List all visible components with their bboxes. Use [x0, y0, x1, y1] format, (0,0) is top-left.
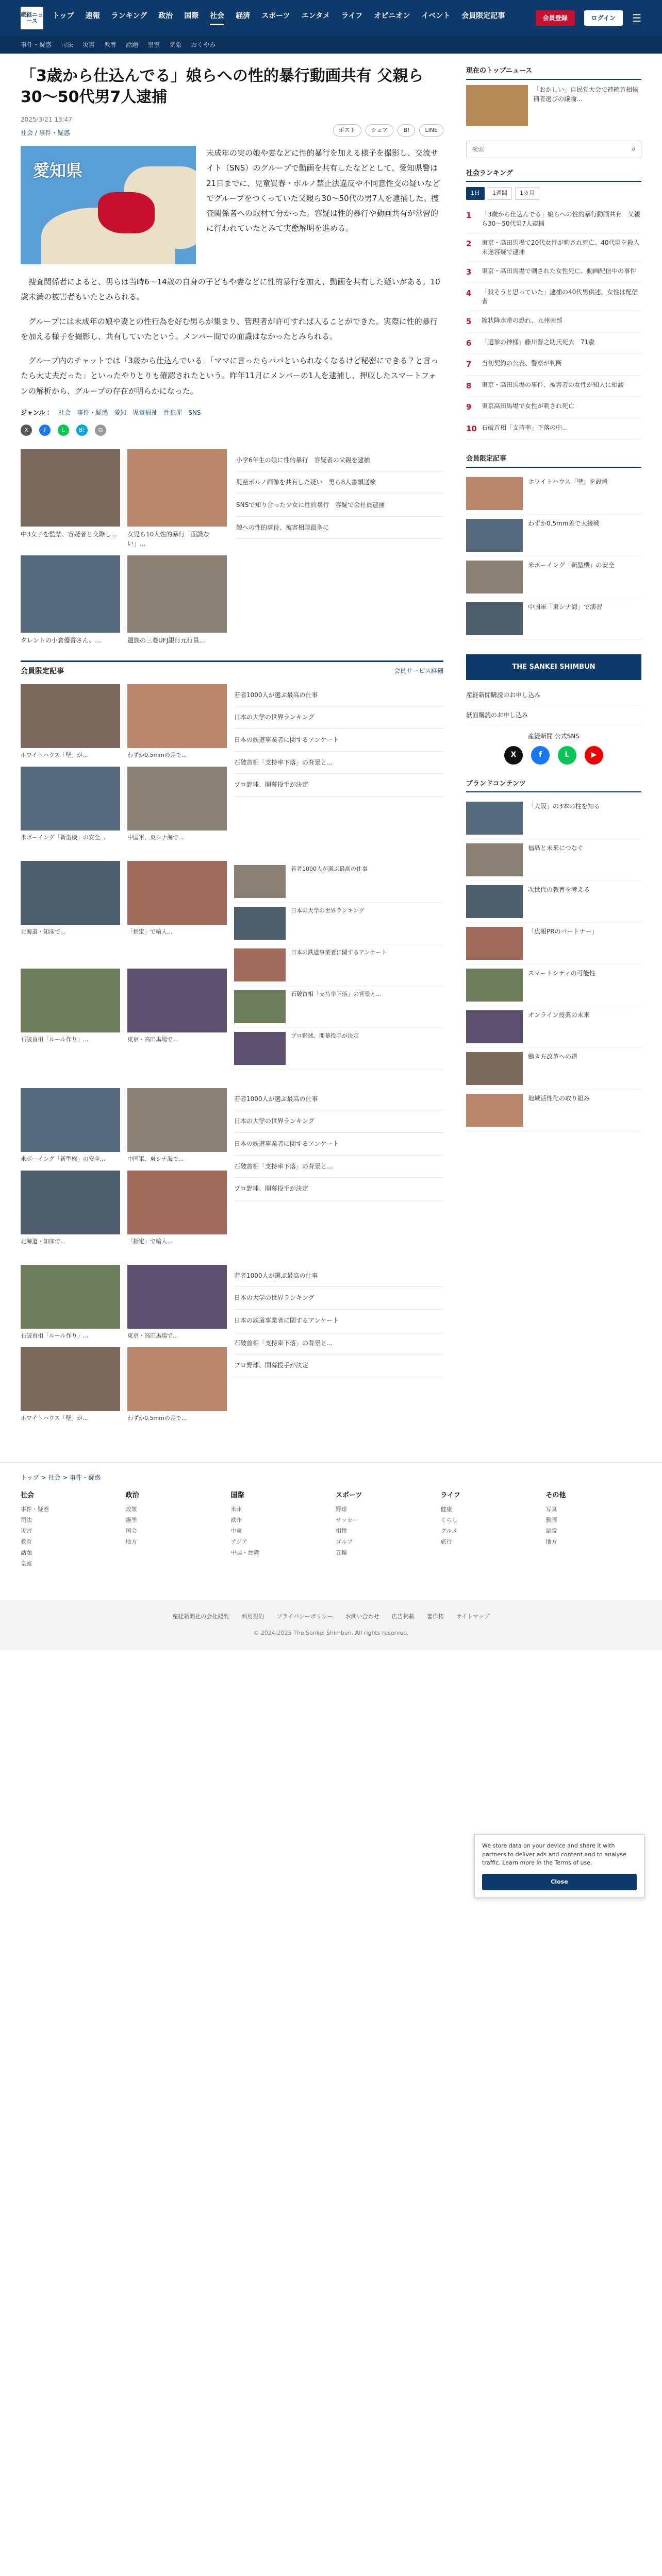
brand-caption: 次世代の教育を考える [528, 886, 590, 893]
footer-link[interactable]: 相撲 [336, 1528, 347, 1535]
topnews-title: 現在のトップニュース [466, 66, 641, 80]
footer-bottom-link[interactable]: 利用規約 [241, 1613, 264, 1620]
recommend-caption: 中国軍、東シナ海で... [127, 1155, 184, 1162]
side-member-caption: わずか0.5mm差で大接戦 [528, 519, 600, 527]
x-icon[interactable]: X [504, 746, 523, 765]
recommend-row-caption: プロ野球、開幕投手が決定 [291, 1032, 359, 1039]
share-row [21, 124, 443, 137]
footer-link[interactable]: 健康 [440, 1506, 452, 1513]
article-lead: 未成年の実の娘や妻などに性的暴行を加える様子を撮影し、交流サイト（SNS）のグループで動画を共有したなどとして、愛知県警は21日までに、児童買春・ポルノ禁止法違反や不同意性交の疑いなどでグループをつくっていた父親ら30〜50代の男7人を逮捕した。捜査関係者への取材で分かった。容疑は性的暴行や動画共有が常習的に行われていたとみて実態解明を進める。 [206, 148, 440, 233]
recommend-row[interactable] [234, 1028, 443, 1070]
recommend-row[interactable] [234, 986, 443, 1028]
register-button[interactable]: 会員登録 [536, 10, 575, 26]
side-member-caption: 米ボーイング「新型機」の安全 [528, 561, 615, 569]
subnav-item[interactable]: 皇室 [147, 41, 160, 48]
share-button[interactable]: B! [398, 124, 415, 137]
nav-item[interactable]: スポーツ [261, 12, 290, 20]
footer-link[interactable]: 国会 [125, 1528, 137, 1535]
footer-link[interactable]: 地方 [125, 1538, 137, 1545]
recommend-thumb [127, 861, 227, 925]
recommend-list-item[interactable]: 若者1000人が選ぶ最高の仕事 [234, 1088, 443, 1111]
article-paragraph: グループ内のチャットでは「3歳から仕込んでいる」「ママに言ったらパパといられなくなるけど秘密にできる？と言ったら大丈夫だった」といったやりとりも確認されたという。昨年11月にメンバーの1人を逮捕し、押収したスマートフォンの解析から、グループの存在が明らかになった。 [21, 356, 439, 396]
recommend-card[interactable] [127, 969, 227, 1070]
footer-link[interactable]: サッカー [336, 1517, 358, 1524]
ranking-item[interactable] [466, 376, 641, 397]
brand-item[interactable] [466, 964, 641, 1006]
related-thumb [127, 555, 227, 633]
recommend-caption: わずか0.5mmの差で... [127, 1415, 187, 1422]
global-nav [53, 11, 526, 25]
map-highlight-prefecture [98, 192, 155, 233]
footer-link[interactable]: 皇室 [21, 1560, 32, 1567]
nav-item[interactable]: 経済 [236, 12, 251, 20]
search-box [466, 141, 641, 158]
genre-tag[interactable]: 社会 [58, 409, 71, 416]
footer-link[interactable]: 五輪 [336, 1549, 347, 1556]
brand-item[interactable] [466, 1048, 641, 1090]
map-figure [21, 146, 196, 264]
recommend-row[interactable] [234, 944, 443, 986]
recommend-list-item[interactable]: 日本の大学の世界ランキング [234, 706, 443, 729]
side-link[interactable]: 紙面購読のお申し込み [466, 705, 641, 725]
footer-link[interactable]: 野球 [336, 1506, 347, 1513]
brand-caption: 「大阪」の3本の柱を知る [528, 803, 600, 810]
follow-icons [466, 746, 641, 765]
footer-column-title[interactable]: 政治 [125, 1491, 139, 1499]
recommend-row-caption: 日本の大学の世界ランキング [291, 907, 365, 914]
recommend-more-link[interactable]: 会員サービス詳細 [393, 667, 443, 674]
ranking-item[interactable] [466, 397, 641, 418]
recommend-row-caption: 日本の鉄道事業者に関するアンケート [291, 948, 387, 956]
brand-caption: 「広報PRのパートナー」 [528, 928, 598, 935]
recommend-card[interactable] [21, 1265, 120, 1341]
cookie-banner [474, 1834, 644, 1898]
recommend-list-item[interactable]: プロ野球、開幕投手が決定 [234, 1178, 443, 1200]
footer-link[interactable]: くらし [440, 1517, 458, 1524]
brand-item[interactable] [466, 881, 641, 923]
related-card[interactable] [127, 449, 227, 548]
share-button[interactable]: LINE [419, 124, 443, 137]
related-caption: 女児ら10人性的暴行「面識ない」... [127, 530, 210, 547]
side-member-caption: ホワイトハウス「壁」を設置 [528, 478, 608, 485]
recommend-list-item[interactable]: 日本の鉄道事業者に関するアンケート [234, 729, 443, 752]
recommend-caption: ホワイトハウス「壁」が... [21, 751, 88, 758]
related-list-item[interactable]: 娘への性的虐待、被害相談最多に [236, 517, 443, 539]
brand-thumb [466, 885, 523, 918]
subnav-item[interactable]: 教育 [104, 41, 117, 48]
x-icon[interactable]: X [21, 425, 32, 436]
brand-item[interactable] [466, 839, 641, 881]
topnews-thumb [466, 85, 528, 126]
recommend-section [21, 660, 443, 1423]
recommend-card[interactable] [21, 1088, 120, 1164]
recommend-caption: 中国軍、東シナ海で... [127, 834, 184, 841]
footer-link[interactable]: 選挙 [125, 1517, 137, 1524]
recommend-thumb [127, 1347, 227, 1411]
footer-bottom-link[interactable]: お問い合わせ [345, 1613, 379, 1620]
ranking-item[interactable] [466, 354, 641, 376]
recommend-row-thumb [234, 948, 286, 981]
genre-label: ジャンル： [21, 409, 52, 416]
ranking-tab[interactable]: 1カ月 [515, 187, 539, 200]
brand-thumb [466, 1094, 523, 1127]
recommend-thumb [127, 1171, 227, 1234]
ranking-item[interactable] [466, 262, 641, 283]
recommend-row-caption: 若者1000人が選ぶ最高の仕事 [291, 865, 368, 872]
hatena-icon[interactable]: B! [76, 425, 88, 436]
related-caption: タレントの小倉優香さん、... [21, 636, 101, 644]
ranking-number: 2 [466, 239, 472, 248]
recommend-thumb [127, 969, 227, 1032]
recommend-title: 会員限定記事 [21, 667, 64, 675]
footer-link[interactable]: 災害 [21, 1528, 32, 1535]
ranking-item[interactable] [466, 233, 641, 262]
line-icon[interactable]: L [58, 425, 69, 436]
ranking-number: 7 [466, 360, 472, 369]
footer-link[interactable]: アジア [230, 1538, 247, 1545]
recommend-card[interactable] [21, 767, 120, 842]
recommend-thumb [21, 1347, 120, 1411]
related-caption: 遺族の三菱UFJ銀行元行員... [127, 636, 205, 644]
topnews-card[interactable] [466, 85, 641, 126]
ranking-tab[interactable]: 1日 [466, 187, 485, 200]
nav-item[interactable]: 社会 [210, 11, 224, 25]
genre-tag[interactable]: 愛知 [114, 409, 127, 416]
article-date: 2025/3/21 13:47 [21, 116, 72, 123]
subnav-item[interactable]: 話題 [126, 41, 139, 48]
article-main [21, 66, 443, 1442]
recommend-row-thumb [234, 907, 286, 940]
recommend-card[interactable] [127, 1171, 227, 1246]
footer-column [336, 1490, 432, 1569]
footer-link[interactable]: 政策 [125, 1506, 137, 1513]
footer-link[interactable]: グルメ [440, 1528, 457, 1535]
related-card[interactable] [21, 555, 120, 645]
footer-link[interactable]: 地方 [545, 1538, 557, 1545]
cookie-close-button[interactable]: Close [482, 1874, 637, 1890]
brand-item[interactable] [466, 798, 641, 839]
side-member-thumb [466, 602, 523, 635]
brand-thumb [466, 1010, 523, 1043]
footer-link[interactable]: 事件・疑惑 [21, 1506, 49, 1513]
related-card[interactable] [127, 555, 227, 645]
nav-item[interactable]: 国際 [184, 12, 199, 20]
related-thumb [21, 555, 120, 633]
share-button[interactable]: ポスト [333, 124, 361, 137]
footer-link[interactable]: 写真 [545, 1506, 557, 1513]
menu-icon[interactable]: ☰ [632, 12, 641, 24]
topnews-caption: 「おかしい」自民党大会で連続首相候補者選びの議論... [533, 86, 639, 103]
related-thumb [127, 449, 227, 527]
genre-tag[interactable]: 性犯罪 [163, 409, 183, 416]
footer-column [21, 1490, 117, 1569]
recommend-card[interactable] [127, 1347, 227, 1423]
footer-bottom-link[interactable]: プライバシーポリシー [276, 1613, 333, 1620]
ranking-text: 「3歳から仕込んでる」娘らへの性的暴行動画共有 父親ら30〜50代男7人逮捕 [482, 210, 640, 227]
recommend-caption: 「指定」で輸入... [127, 1238, 173, 1245]
recommend-caption: 北海道・知床で... [21, 1238, 66, 1245]
recommend-list-item[interactable]: 若者1000人が選ぶ最高の仕事 [234, 1265, 443, 1287]
ranking-text: 東京・高田馬場で20代女性が刺され死亡、40代男を殺人未遂容疑で逮捕 [482, 239, 640, 256]
copyright: © 2024-2025 The Sankei Shimbun. All rights reserved. [253, 1630, 409, 1637]
side-member-item[interactable] [466, 556, 641, 598]
footer-link[interactable]: 中東 [230, 1528, 242, 1535]
ranking-item[interactable] [466, 205, 641, 233]
brand-caption: 福島と未来につなぐ [528, 844, 584, 852]
related-section [21, 449, 443, 645]
recommend-caption: 「指定」で輸入... [127, 928, 173, 935]
article-headline: 「3歳から仕込んでる」娘らへの性的暴行動画共有 父親ら30〜50代男7人逮捕 [21, 67, 424, 106]
nav-item[interactable]: ライフ [341, 12, 363, 20]
ranking-item[interactable] [466, 418, 641, 440]
ranking-number: 9 [466, 402, 472, 412]
recommend-row-thumb [234, 1032, 286, 1065]
recommend-caption: 石破首相「ルール作り」... [21, 1332, 89, 1339]
brand-caption: 地域活性化の取り組み [528, 1095, 590, 1102]
login-button[interactable]: ログイン [584, 10, 623, 26]
footer-bottom-link[interactable]: 著作権 [426, 1613, 444, 1620]
related-list-item[interactable]: SNSで知り合った少女に性的暴行 容疑で会社員逮捕 [236, 494, 443, 517]
ranking-text: 線状降水帯の恐れ、九州南部 [482, 317, 562, 324]
ranking-text: 「殺そうと思っていた」逮捕の40代男供述、女性は配信者 [482, 289, 638, 305]
recommend-card[interactable] [127, 861, 227, 962]
footer-link[interactable]: ゴルフ [336, 1538, 353, 1545]
recommend-list-item[interactable]: 石破首相「支持率下落」の背景と... [234, 1156, 443, 1178]
recommend-row-thumb [234, 865, 286, 898]
recommend-list-item[interactable]: 若者1000人が選ぶ最高の仕事 [234, 684, 443, 707]
brand-thumb [466, 969, 523, 1002]
recommend-thumb [21, 1171, 120, 1234]
footer-link[interactable]: 教育 [21, 1538, 32, 1545]
footer-link[interactable]: 動画 [545, 1517, 557, 1524]
footer-column-title[interactable]: ライフ [440, 1491, 460, 1499]
footer-link[interactable]: 米州 [230, 1506, 242, 1513]
nav-item[interactable]: オピニオン [374, 12, 410, 20]
ranking-number: 5 [466, 317, 472, 326]
brand-item[interactable] [466, 1006, 641, 1048]
recommend-caption: わずか0.5mmの差で... [127, 751, 187, 758]
recommend-caption: 北海道・知床で... [21, 928, 66, 935]
recommend-list-item[interactable]: プロ野球、開幕投手が決定 [234, 1354, 443, 1377]
ranking-item[interactable] [466, 311, 641, 333]
nav-item[interactable]: ランキング [111, 12, 147, 20]
brand-item[interactable] [466, 1090, 641, 1131]
footer-bottom-link[interactable]: 広告掲載 [391, 1613, 415, 1620]
recommend-card[interactable] [127, 684, 227, 760]
recommend-caption: 東京・高田馬場で... [127, 1036, 178, 1043]
brand-caption: 働き方改革への道 [528, 1053, 578, 1060]
side-member-title: 会員限定記事 [466, 454, 641, 468]
brand-thumb [466, 843, 523, 876]
brand-thumb [466, 802, 523, 835]
recommend-caption: 石破首相「ルール作り」... [21, 1036, 89, 1043]
youtube-icon[interactable]: ▶ [585, 746, 603, 765]
recommend-caption: ホワイトハウス「壁」が... [21, 1415, 88, 1422]
recommend-list-item[interactable]: プロ野球、開幕投手が決定 [234, 774, 443, 796]
nav-item[interactable]: トップ [53, 12, 74, 20]
side-member-thumb [466, 561, 523, 594]
social-icons [21, 425, 443, 436]
brand-title: ブランドコンテンツ [466, 779, 641, 793]
related-list-item[interactable]: 児童ポルノ画像を共有した疑い 男ら8人書類送検 [236, 471, 443, 494]
footer-column [126, 1490, 222, 1569]
recommend-caption: 米ボーイング「新型機」の安全... [21, 834, 106, 841]
sub-nav [0, 36, 662, 54]
ranking-title: 社会ランキング [466, 168, 641, 182]
subnav-item[interactable]: 司法 [61, 41, 74, 48]
recommend-card[interactable] [21, 1171, 120, 1246]
ranking-text: 石破首相「支持率」下落の中... [482, 423, 568, 431]
footer-column-title[interactable]: その他 [545, 1491, 566, 1499]
search-input[interactable] [472, 146, 606, 153]
recommend-list-item[interactable]: 日本の鉄道事業者に関するアンケート [234, 1310, 443, 1332]
recommend-list-item[interactable]: 石破首相「支持率下落」の背景と... [234, 752, 443, 774]
genre-row [21, 408, 443, 417]
footer-column [230, 1490, 326, 1569]
recommend-thumb [21, 684, 120, 748]
footer-link[interactable]: 話題 [21, 1549, 32, 1556]
ranking-text: 「選挙の神様」藤川晋之助氏死去 71歳 [482, 338, 595, 346]
nav-item[interactable]: 速報 [85, 12, 100, 20]
subnav-item[interactable]: 災害 [82, 41, 95, 48]
footer-link[interactable]: 論説 [545, 1528, 557, 1535]
nav-item[interactable]: エンタメ [301, 12, 330, 20]
nav-item[interactable]: イベント [421, 12, 451, 20]
recommend-row[interactable] [234, 903, 443, 944]
related-card[interactable] [21, 449, 120, 548]
footer-link[interactable]: 中国・台湾 [230, 1549, 259, 1556]
brand-thumb [466, 927, 523, 960]
side-member-caption: 中国軍「東シナ海」で演習 [528, 603, 603, 611]
recommend-list-item[interactable]: 石破首相「支持率下落」の背景と... [234, 1332, 443, 1355]
ranking-number: 6 [466, 338, 472, 348]
recommend-row-thumb [234, 990, 286, 1023]
map-label: 愛知県 [33, 161, 83, 180]
genre-tag[interactable]: 児童福祉 [133, 409, 158, 416]
nav-item[interactable]: 政治 [158, 12, 173, 20]
site-footer [0, 1462, 662, 1650]
recommend-card[interactable] [21, 1347, 120, 1423]
recommend-card[interactable] [21, 861, 120, 962]
recommend-card[interactable] [21, 969, 120, 1070]
related-list-item[interactable]: 小学6年生の娘に性的暴行 容疑者の父親を逮捕 [236, 449, 443, 472]
subnav-item[interactable]: 気象 [169, 41, 182, 48]
recommend-card[interactable] [21, 684, 120, 760]
ranking-text: 東京高田馬場で女性が刺され死亡 [482, 402, 575, 410]
recommend-list-item[interactable]: 日本の大学の世界ランキング [234, 1287, 443, 1310]
recommend-row-caption: 石破首相「支持率下落」の背景と... [291, 990, 382, 997]
footer-column-title[interactable]: スポーツ [336, 1491, 362, 1499]
sidebar [466, 66, 641, 1442]
brand-thumb [466, 1052, 523, 1085]
recommend-thumb [127, 1265, 227, 1329]
brand-caption: オンライン授業の未来 [528, 1011, 590, 1019]
footer-bottom-link[interactable]: サイトマップ [456, 1613, 490, 1620]
recommend-list-item[interactable]: 日本の大学の世界ランキング [234, 1110, 443, 1133]
ranking-number: 10 [466, 423, 477, 433]
recommend-thumb [21, 1088, 120, 1152]
cookie-text: We store data on your device and share it with partners to deliver ads and content and to analyse traffic. Learn more in the Terms of use. [482, 1842, 626, 1866]
ranking-number: 8 [466, 381, 472, 391]
recommend-thumb [127, 684, 227, 748]
recommend-thumb [127, 767, 227, 831]
related-thumb [21, 449, 120, 527]
ranking-item[interactable] [466, 333, 641, 354]
article-body [21, 275, 443, 399]
recommend-list-item[interactable]: 日本の鉄道事業者に関するアンケート [234, 1133, 443, 1156]
search-icon[interactable]: ⌕ [632, 145, 636, 153]
recommend-card[interactable] [127, 1088, 227, 1164]
footer-link[interactable]: 旅行 [440, 1538, 452, 1545]
line-icon[interactable]: L [558, 746, 576, 765]
brand-item[interactable] [466, 923, 641, 964]
ranking-number: 4 [466, 289, 472, 298]
footer-column-title[interactable]: 国際 [230, 1491, 244, 1499]
ranking-text: 東京・高田馬場の事件、被害者の女性が知人に相談 [482, 381, 624, 388]
brand-caption: スマートシティの可能性 [528, 970, 595, 977]
article-paragraph: 捜査関係者によると、男らは当時6〜14歳の自身の子どもや妻などに性的暴行を加え、動画を共有した疑いがある。10歳未満の被害者もいたとみられる。 [21, 277, 440, 302]
recommend-caption: 米ボーイング「新型機」の安全... [21, 1155, 106, 1162]
footer-column [441, 1490, 537, 1569]
breadcrumb[interactable]: トップ > 社会 > 事件・疑惑 [21, 1473, 101, 1481]
recommend-thumb [21, 1265, 120, 1329]
follow-label: 産経新聞 公式SNS [527, 732, 580, 740]
article-tags[interactable]: 社会 / 事件・疑惑 [21, 129, 70, 137]
facebook-icon[interactable]: f [39, 425, 51, 436]
genre-tag[interactable]: SNS [188, 409, 201, 416]
recommend-thumb [21, 861, 120, 925]
ranking-text: 当初契約の公表、警察が判断 [482, 360, 562, 367]
subnav-item[interactable]: 事件・疑惑 [21, 41, 52, 48]
side-member-item[interactable] [466, 598, 641, 640]
nav-item[interactable]: 会員限定記事 [461, 12, 505, 20]
recommend-thumb [127, 1088, 227, 1152]
related-caption: 中3女子を監禁、容疑者と交際し... [21, 530, 118, 538]
genre-tag[interactable]: 事件・疑惑 [77, 409, 108, 416]
footer-link[interactable]: 欧州 [230, 1517, 242, 1524]
side-member-thumb [466, 519, 523, 552]
recommend-thumb [21, 969, 120, 1032]
share-button[interactable]: シェア [366, 124, 394, 137]
ranking-tab[interactable]: 1週間 [488, 187, 512, 200]
side-link[interactable]: 産経新聞購読のお申し込み [466, 685, 641, 705]
recommend-caption: 東京・高田馬場で... [127, 1332, 178, 1339]
copy-link-icon[interactable]: ⧉ [95, 425, 106, 436]
facebook-icon[interactable]: f [531, 746, 550, 765]
footer-column [545, 1490, 641, 1569]
recommend-card[interactable] [127, 767, 227, 842]
site-header [0, 0, 662, 36]
side-member-item[interactable] [466, 515, 641, 556]
recommend-card[interactable] [127, 1265, 227, 1341]
ranking-item[interactable] [466, 283, 641, 311]
ranking-number: 3 [466, 267, 472, 277]
ranking-number: 1 [466, 210, 472, 220]
recommend-thumb [21, 767, 120, 831]
site-logo[interactable]: 産経ニュース [21, 7, 43, 29]
footer-column-title[interactable]: 社会 [21, 1491, 35, 1499]
side-member-item[interactable] [466, 473, 641, 515]
article-paragraph: グループには未成年の娘や妻との性行為を好む男らが集まり、管理者が許可すれば入ることができた。実際に性的暴行を加える様子を撮影し、共有していたという。メンバー間での面識はなかったとみられる。 [21, 316, 438, 341]
ranking-text: 東京・高田馬場で刺された女性死亡、動画配信中の事件 [482, 267, 637, 275]
sankei-banner[interactable]: THE SANKEI SHIMBUN [466, 654, 641, 680]
footer-link[interactable]: 司法 [21, 1517, 32, 1524]
side-member-thumb [466, 477, 523, 510]
recommend-row[interactable] [234, 861, 443, 903]
footer-bottom-link[interactable]: 産経新聞社の会社概要 [172, 1613, 229, 1620]
subnav-item[interactable]: おくやみ [191, 41, 216, 48]
